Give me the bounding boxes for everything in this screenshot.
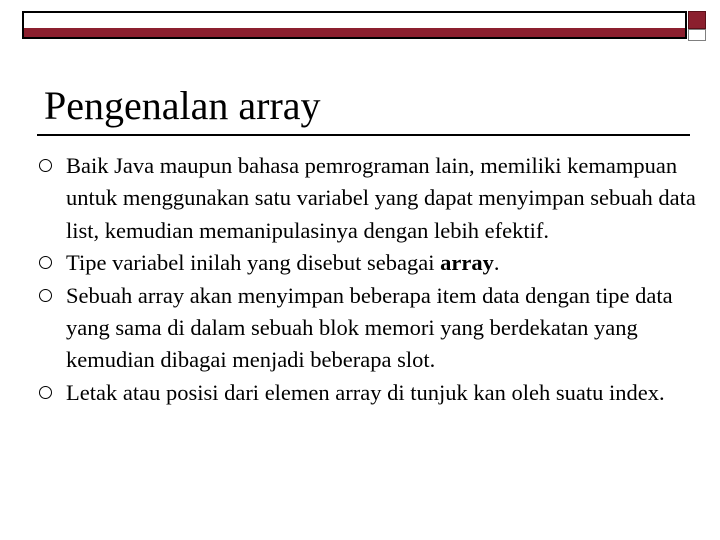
bullet-item bbox=[36, 247, 696, 279]
bullet-text-after: . bbox=[493, 250, 500, 276]
header-frame bbox=[22, 11, 687, 39]
hollow-circle-icon bbox=[39, 386, 52, 399]
bullet-list bbox=[36, 150, 696, 409]
title-divider bbox=[37, 134, 690, 136]
bullet-item bbox=[36, 150, 696, 247]
hollow-circle-icon bbox=[39, 159, 52, 172]
corner-square-outline bbox=[688, 29, 706, 41]
corner-square-filled bbox=[688, 11, 706, 29]
hollow-circle-icon bbox=[39, 289, 52, 302]
bullet-text: Letak atau posisi dari elemen array di tunjuk kan oleh suatu index. bbox=[66, 379, 665, 405]
bullet-bold-term: array bbox=[440, 250, 494, 276]
hollow-circle-icon bbox=[39, 256, 52, 269]
header-accent-bar bbox=[24, 28, 685, 37]
bullet-text: Baik Java maupun bahasa pemrograman lain, memiliki kemampuan untuk menggunakan satu variabel yang dapat menyimpan sebuah data list, kemudian memanipulasinya dengan lebih efektif. bbox=[66, 153, 696, 243]
bullet-text: Sebuah array akan menyimpan beberapa item data dengan tipe data yang sama di dalam sebuah blok memori yang berdekatan yang kemudian dibagai menjadi beberapa slot. bbox=[66, 282, 673, 373]
bullet-item bbox=[36, 377, 696, 409]
slide-title: Pengenalan array bbox=[44, 83, 321, 128]
bullet-text-before: Tipe variabel inilah yang disebut sebagai bbox=[66, 250, 441, 276]
bullet-item bbox=[36, 280, 696, 377]
bullet-text bbox=[66, 250, 499, 275]
